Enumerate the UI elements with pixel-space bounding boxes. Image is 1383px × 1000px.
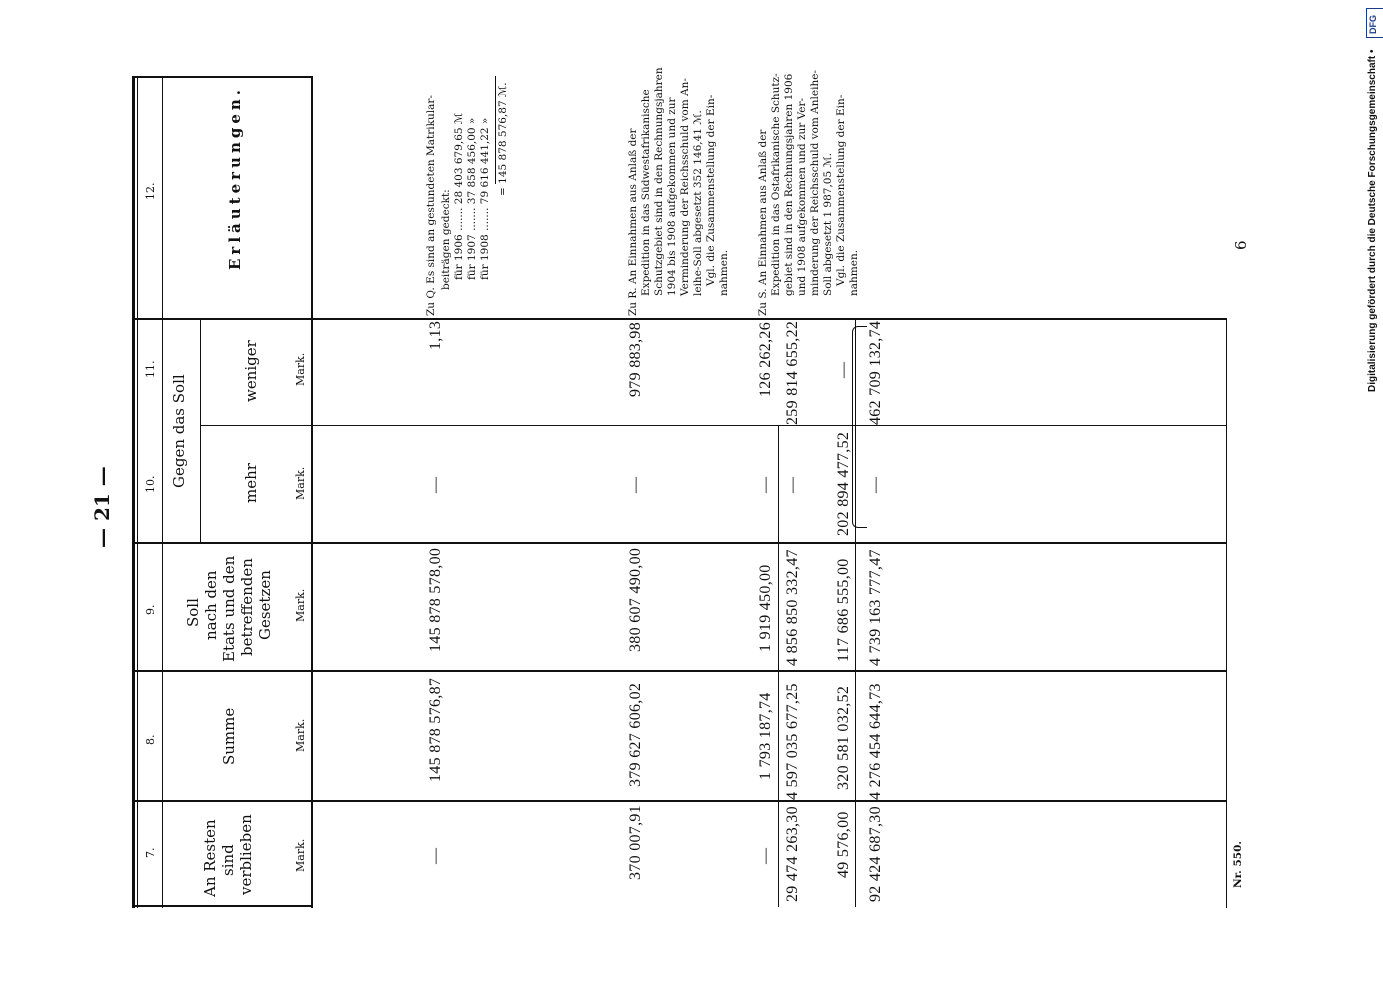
header-divider-numbers [162, 76, 163, 908]
col10-unit: Mark. [294, 466, 307, 500]
note-s-line-2: Expedition in das Ostafrikanische Schutz- [770, 73, 782, 296]
sum1-col9: 4 856 850 332,47 [784, 549, 801, 666]
rule-gegen-sub [200, 425, 1227, 426]
rule-top [132, 76, 312, 78]
col8-unit: Mark. [294, 718, 307, 752]
col10-number: 10. [144, 475, 157, 493]
col10-title: mehr [242, 463, 260, 503]
total-col8: 4 276 454 644,73 [867, 683, 884, 800]
header-divider-units [311, 76, 313, 908]
rule-12-11 [135, 318, 1227, 320]
dfg-logo: DFG [1366, 8, 1383, 38]
row-q-col10: — [427, 476, 444, 493]
col9-title-5: Gesetzen [256, 570, 274, 640]
sum2-col9: 117 686 555,00 [835, 558, 852, 662]
row-r-col10: — [627, 476, 644, 493]
sum1-col10: — [784, 476, 801, 493]
rule-bottom [132, 905, 312, 907]
col9-title-2: nach den [202, 570, 220, 640]
row-q-col11: 1,13 [427, 320, 444, 350]
row-r-col7: 370 007,91 [627, 805, 644, 880]
rule-9-8 [135, 670, 1227, 672]
note-q-line-6: = 145 878 576,87 ℳ. [497, 82, 509, 196]
total-col7: 92 424 687,30 [867, 806, 884, 902]
note-s-line-3: gebiet sind in den Rechnungsjahren 1906 [783, 73, 795, 296]
row-s-col9: 1 919 450,00 [757, 564, 774, 652]
col9-number: 9. [144, 604, 157, 615]
sum2-col10: 202 894 477,52 [835, 431, 852, 536]
col9-unit: Mark. [294, 588, 307, 622]
note-r-line-7: Vgl. die Zusammenstellung der Ein- [705, 94, 717, 286]
note-q-line-1: Zu Q. Es sind an gestundeten Matrikular- [425, 95, 437, 316]
footer-mark: Nr. 550. [1232, 840, 1244, 888]
total-col11: 462 709 132,74 [867, 320, 884, 425]
col9-title-4: betreffenden [238, 558, 256, 656]
brace [852, 326, 867, 528]
col11-unit: Mark. [294, 352, 307, 386]
col8-number: 8. [144, 734, 157, 745]
total-col10: — [867, 476, 884, 493]
sheet-number: 6 [1232, 240, 1250, 250]
row-s-col7: — [757, 847, 774, 864]
col9-title-1: Soll [184, 598, 202, 627]
note-r-line-1: Zu R. An Einnahmen aus Anlaß der [627, 128, 639, 316]
note-q-line-4: für 1907 ....... 37 858 456,00 » [466, 117, 478, 280]
note-s-line-5: minderung der Reichsschuld vom Anleihe- [809, 70, 821, 296]
rule-10-9 [135, 542, 1227, 544]
note-r-line-5: Verminderung der Reichsschuld vom An- [679, 78, 691, 296]
note-s-line-1: Zu S. An Einnahmen aus Anlaß der [757, 129, 769, 316]
gegen-group-divider [200, 320, 201, 542]
total-col9: 4 739 163 777,47 [867, 549, 884, 666]
note-s-line-7: Vgl. die Zusammenstellung der Ein- [835, 94, 847, 286]
note-q-line-5: für 1908 ....... 79 616 441,22 » [479, 117, 491, 280]
row-q-col7: — [427, 847, 444, 864]
row-s-col10: — [757, 476, 774, 493]
col7-number: 7. [144, 847, 157, 858]
note-q-line-2: beiträgen gedeckt: [440, 189, 452, 290]
col7-unit: Mark. [294, 838, 307, 872]
note-q-sum-rule [495, 76, 496, 184]
row-s-col8: 1 793 187,74 [757, 692, 774, 780]
col12-number: 12. [144, 182, 157, 200]
sum-rule-1 [778, 425, 779, 907]
note-q-line-3: für 1906 ....... 28 403 679,65 ℳ [453, 112, 465, 280]
note-r-line-6: leihe-Soll abgesetzt 352 146,41 ℳ. [692, 110, 704, 296]
note-s-line-8: nahmen. [848, 249, 860, 296]
col12-title: Erläuterungen. [226, 85, 244, 270]
note-r-line-3: Schutzgebiet sind in den Rechnungsjahren [653, 67, 665, 296]
row-r-col9: 380 607 490,00 [627, 547, 644, 652]
row-q-col9: 145 878 578,00 [427, 547, 444, 652]
table-left-inner-border [137, 76, 138, 908]
note-s-line-4: und 1908 aufgekommen und zur Ver- [796, 97, 808, 296]
table-right-rule [1226, 318, 1227, 908]
col7-title-1: An Resten [201, 819, 219, 897]
gegen-das-soll-title: Gegen das Soll [170, 374, 188, 488]
sum2-col8: 320 581 032,52 [835, 685, 852, 790]
col11-title: weniger [242, 340, 260, 402]
col7-title-2: sind [219, 844, 237, 876]
rule-8-7 [135, 800, 1227, 802]
note-r-line-8: nahmen. [718, 249, 730, 296]
digitization-note: Digitalisierung gefördert durch die Deutsche Forschungsgemeinschaft • [1367, 49, 1378, 392]
note-r-line-4: 1904 bis 1908 aufgekommen und zur [666, 97, 678, 296]
table-left-border [132, 76, 135, 908]
note-s-line-6: Soll abgesetzt 1 987,05 ℳ. [822, 152, 834, 296]
sum2-col7: 49 576,00 [835, 811, 852, 878]
row-q-col8: 145 878 576,87 [427, 677, 444, 782]
row-r-col8: 379 627 606,02 [627, 682, 644, 787]
col9-title-3: Etats und den [220, 555, 238, 662]
col8-title: Summe [220, 707, 238, 765]
sum1-col7: 29 474 263,30 [784, 806, 801, 902]
note-r-line-2: Expedition in das Südwestafrikanische [640, 89, 652, 296]
col11-number: 11. [144, 360, 157, 378]
sum1-col11: 259 814 655,22 [784, 320, 801, 425]
col7-title-3: verblieben [237, 814, 255, 895]
row-r-col11: 979 883,98 [627, 322, 644, 397]
page-number: — 21 — [90, 466, 114, 548]
sum1-col8: 4 597 035 677,25 [784, 683, 801, 800]
row-s-col11: 126 262,26 [757, 322, 774, 397]
sum2-col11: — [835, 361, 852, 378]
